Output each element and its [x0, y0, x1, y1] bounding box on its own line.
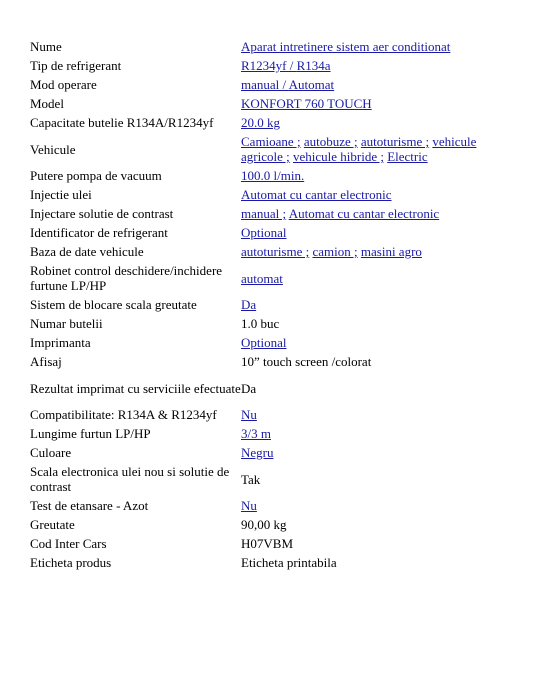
spec-row	[30, 204, 508, 223]
spec-row	[30, 405, 508, 424]
spec-value	[241, 352, 508, 371]
spec-value-text: H07VBM	[241, 536, 294, 551]
spec-value-link[interactable]: autoturisme ;	[360, 134, 430, 149]
spec-value	[241, 405, 508, 424]
spec-label: Afisaj	[30, 354, 62, 369]
spec-row	[30, 443, 508, 462]
spec-row	[30, 295, 508, 314]
spec-value-text: Da	[241, 380, 257, 396]
spec-value-text: 90,00 kg	[241, 517, 287, 532]
spec-label: Cod Inter Cars	[30, 536, 107, 551]
spec-value-link[interactable]: Nu	[241, 498, 257, 513]
spec-value-link[interactable]: Negru	[241, 445, 274, 460]
spec-value	[241, 113, 508, 132]
spec-value	[241, 261, 508, 295]
spec-label: Imprimanta	[30, 335, 91, 350]
spec-label: Lungime furtun LP/HP	[30, 426, 151, 441]
spec-row	[30, 553, 508, 572]
spec-row	[30, 132, 508, 166]
spec-value-link[interactable]: Optional	[241, 225, 287, 240]
spec-row	[30, 185, 508, 204]
spec-label: Identificator de refrigerant	[30, 225, 168, 240]
spec-value-text: Eticheta printabila	[241, 555, 337, 570]
spec-value-link[interactable]: Automat cu cantar electronic	[288, 206, 440, 221]
spec-value-link[interactable]: Electric	[387, 149, 428, 164]
spec-label: Culoare	[30, 445, 72, 460]
spec-value	[241, 75, 508, 94]
spec-value-link[interactable]: Automat	[288, 77, 335, 92]
spec-label: Numar butelii	[30, 316, 103, 331]
spec-row	[30, 352, 508, 371]
spec-label: Injectie ulei	[30, 187, 92, 202]
spec-value-link[interactable]: vehicule hibride ;	[292, 149, 384, 164]
spec-value	[241, 496, 508, 515]
spec-label: Test de etansare - Azot	[30, 498, 149, 513]
spec-value	[241, 295, 508, 314]
spec-row	[30, 166, 508, 185]
spec-row	[30, 424, 508, 443]
spec-value	[241, 333, 508, 352]
spec-value-link[interactable]: Automat cu cantar electronic	[241, 187, 392, 202]
spec-label: Mod operare	[30, 77, 97, 92]
spec-value-link[interactable]: 100.0 l/min.	[241, 168, 305, 183]
spec-row	[30, 462, 508, 496]
spec-label: Robinet control deschidere/inchidere furtune LP/HP	[30, 263, 223, 293]
spec-value	[241, 37, 508, 56]
spec-label: Eticheta produs	[30, 555, 112, 570]
spec-value	[241, 371, 508, 405]
spec-row	[30, 75, 508, 94]
spec-row	[30, 333, 508, 352]
spec-value-link[interactable]: manual ;	[241, 206, 287, 221]
spec-row	[30, 37, 508, 56]
spec-value-link[interactable]: autobuze ;	[303, 134, 358, 149]
spec-value	[241, 204, 508, 223]
spec-row	[30, 371, 508, 405]
spec-value-link[interactable]: automat	[241, 270, 283, 286]
spec-label: Putere pompa de vacuum	[30, 168, 162, 183]
spec-value-link[interactable]: Nu	[241, 407, 257, 422]
spec-value	[241, 132, 508, 166]
spec-label: Rezultat imprimat cu serviciile efectuate	[30, 380, 241, 396]
product-spec-table	[30, 37, 508, 572]
spec-value	[241, 534, 508, 553]
spec-row	[30, 534, 508, 553]
spec-row	[30, 496, 508, 515]
spec-value-link[interactable]: /	[286, 58, 297, 73]
spec-value-link[interactable]: Optional	[241, 335, 287, 350]
spec-row	[30, 113, 508, 132]
spec-value	[241, 242, 508, 261]
spec-value-link[interactable]: R1234yf	[241, 58, 287, 73]
spec-value-link[interactable]: Da	[241, 297, 257, 312]
spec-value-text: Tak	[241, 471, 261, 487]
spec-row	[30, 56, 508, 75]
spec-label: Greutate	[30, 517, 75, 532]
spec-value	[241, 553, 508, 572]
spec-row	[30, 242, 508, 261]
spec-label: Capacitate butelie R134A/R1234yf	[30, 115, 214, 130]
spec-label: Sistem de blocare scala greutate	[30, 297, 197, 312]
spec-value	[241, 223, 508, 242]
spec-value-link[interactable]: vehicule agricole ;	[241, 134, 477, 164]
spec-label: Baza de date vehicule	[30, 244, 144, 259]
spec-value	[241, 94, 508, 113]
spec-label: Nume	[30, 39, 62, 54]
spec-value-link[interactable]: camion ;	[312, 244, 358, 259]
spec-value	[241, 56, 508, 75]
spec-value-link[interactable]: 3/3 m	[241, 426, 271, 441]
spec-row	[30, 314, 508, 333]
spec-value-text: 10” touch screen /colorat	[241, 354, 372, 369]
spec-value	[241, 424, 508, 443]
spec-row	[30, 261, 508, 295]
spec-value-link[interactable]: autoturisme ;	[241, 244, 310, 259]
spec-value	[241, 443, 508, 462]
spec-value	[241, 185, 508, 204]
spec-label: Scala electronica ulei nou si solutie de contrast	[30, 464, 230, 494]
spec-value	[241, 166, 508, 185]
spec-label: Compatibilitate: R134A & R1234yf	[30, 407, 217, 422]
spec-label: Injectare solutie de contrast	[30, 206, 174, 221]
spec-table-body	[30, 37, 508, 572]
spec-value	[241, 462, 508, 496]
spec-row	[30, 223, 508, 242]
spec-value-text: 1.0 buc	[241, 316, 280, 331]
spec-value	[241, 314, 508, 333]
spec-label: Model	[30, 96, 64, 111]
spec-value-link[interactable]: R134a	[296, 58, 331, 73]
spec-row	[30, 94, 508, 113]
spec-value-link[interactable]: masini agro	[360, 244, 422, 259]
spec-value	[241, 515, 508, 534]
spec-value-link[interactable]: Camioane ;	[241, 134, 301, 149]
spec-label: Vehicule	[30, 141, 76, 157]
spec-row	[30, 515, 508, 534]
spec-value-link[interactable]: Aparat intretinere sistem aer conditionat	[241, 39, 451, 54]
spec-value-link[interactable]: KONFORT 760 TOUCH	[241, 96, 372, 111]
spec-label: Tip de refrigerant	[30, 58, 122, 73]
spec-value-link[interactable]: manual /	[241, 77, 289, 92]
spec-value-link[interactable]: 20.0 kg	[241, 115, 280, 130]
